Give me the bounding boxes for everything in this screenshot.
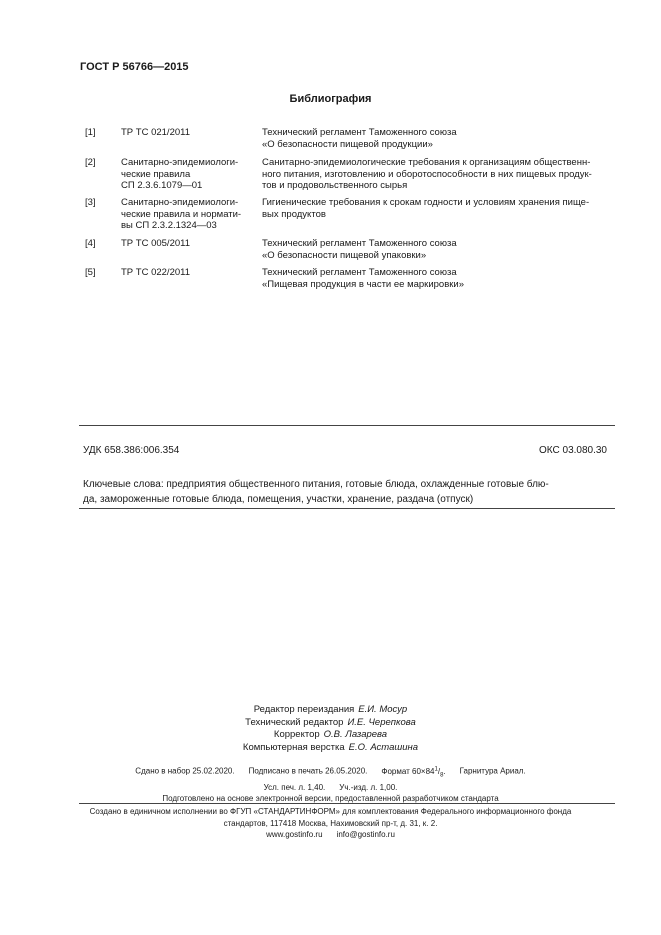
signed-date: Подписано в печать 26.05.2020.: [248, 766, 368, 776]
prepared-note: Подготовлено на основе электронной версии, предоставленной разработчиком стандарта: [162, 794, 499, 804]
description-line: Технический регламент Таможенного союза: [262, 127, 457, 138]
staff-line: [0, 729, 661, 742]
publisher-info: [0, 806, 661, 841]
staff-name: И.Е. Черепкова: [347, 716, 416, 728]
print-line-1: [0, 764, 661, 782]
oks-code: ОКС 03.080.30: [539, 445, 607, 456]
document-code: ГОСТ Р 56766—2015: [80, 61, 189, 73]
bibliography-item-number: [1]: [85, 127, 96, 138]
bibliography-item-reference: [121, 127, 255, 139]
format-prefix: Формат 60×84: [381, 766, 435, 776]
bibliography-item-reference: [121, 238, 255, 250]
bibliography-item-description: [262, 267, 614, 290]
description-line: «О безопасности пищевой упаковки»: [262, 249, 427, 261]
font-info: Гарнитура Ариал.: [459, 766, 526, 776]
keywords: [83, 477, 613, 507]
publisher-contacts: [0, 829, 661, 841]
bibliography-item-number: [2]: [85, 157, 96, 168]
staff-role: Компьютерная верстка: [242, 741, 345, 753]
bibliography-item-number: [3]: [85, 197, 96, 208]
divider-keywords: [79, 508, 615, 509]
staff-role: Технический редактор: [245, 716, 344, 728]
staff-line: [0, 742, 661, 755]
bibliography-item-reference: [121, 267, 255, 279]
reference-line: ТР ТС 005/2011: [121, 238, 191, 249]
reference-line: ческие правила: [121, 168, 191, 180]
divider-publisher: [79, 803, 615, 804]
description-line: Технический регламент Таможенного союза: [262, 267, 457, 278]
staff-role: Редактор переиздания: [253, 704, 355, 715]
reference-line: Санитарно-эпидемиологи-: [121, 157, 239, 168]
editorial-staff: [0, 704, 661, 754]
reference-line: ТР ТС 022/2011: [121, 267, 191, 278]
description-line: вых продуктов: [262, 208, 326, 220]
print-info: [0, 764, 661, 805]
format-denominator: 8: [440, 772, 444, 779]
reference-line: СП 2.3.6.1079—01: [121, 180, 203, 191]
staff-name: Е.О. Асташина: [348, 741, 419, 753]
email-link[interactable]: info@gostinfo.ru: [336, 830, 395, 839]
website-link[interactable]: www.gostinfo.ru: [266, 830, 323, 839]
keywords-line: да, замороженные готовые блюда, помещения, участки, хранение, раздача (отпуск): [83, 494, 474, 505]
format-numerator: 1: [434, 766, 438, 772]
staff-role: Корректор: [273, 729, 320, 740]
bibliography-item-description: [262, 157, 614, 192]
staff-line: [0, 704, 661, 717]
staff-line: [0, 717, 661, 730]
bibliography-title: Библиография: [289, 93, 372, 105]
description-line: Технический регламент Таможенного союза: [262, 238, 457, 249]
bibliography-item-reference: [121, 197, 255, 232]
keywords-line: Ключевые слова: предприятия общественного питания, готовые блюда, охлажденные готовые блю-: [83, 479, 549, 490]
reference-line: вы СП 2.3.2.1324—03: [121, 220, 217, 231]
publisher-line: стандартов, 117418 Москва, Нахимовский пр-т, д. 31, к. 2.: [223, 818, 438, 828]
description-line: «О безопасности пищевой продукции»: [262, 138, 433, 150]
description-line: Санитарно-эпидемиологические требования к организациям общественн-: [262, 157, 591, 168]
sent-date: Сдано в набор 25.02.2020.: [135, 766, 235, 776]
usl-sheets: Усл. печ. л. 1,40.: [263, 782, 326, 792]
bibliography-item-number: [4]: [85, 238, 96, 249]
divider-top: [79, 425, 615, 426]
bibliography-item-number: [5]: [85, 267, 96, 278]
format-suffix: .: [443, 766, 446, 776]
staff-name: О.В. Лазарева: [323, 729, 388, 740]
bibliography-item-description: [262, 238, 614, 261]
publisher-line: Создано в единичном исполнении во ФГУП «СТАНДАРТИНФОРМ» для комплектования Федерального информационного фонда: [89, 807, 572, 816]
udk-code: УДК 658.386:006.354: [83, 445, 180, 456]
description-line: «Пищевая продукция в части ее маркировки»: [262, 278, 464, 290]
print-line-2: [0, 782, 661, 794]
reference-line: Санитарно-эпидемиологи-: [121, 197, 239, 208]
staff-name: Е.И. Мосур: [358, 704, 408, 715]
bibliography-item-description: [262, 127, 614, 150]
reference-line: ческие правила и нормати-: [121, 208, 242, 220]
uch-sheets: Уч.-изд. л. 1,00.: [339, 782, 398, 792]
bibliography-item-reference: [121, 157, 255, 192]
description-line: ного питания, изготовлению и оборотоспособности в них пищевых продук-: [262, 168, 592, 180]
bibliography-item-description: [262, 197, 614, 220]
description-line: Гигиенические требования к срокам годности и условиям хранения пище-: [262, 197, 590, 208]
reference-line: ТР ТС 021/2011: [121, 127, 191, 138]
description-line: тов и продовольственного сырья: [262, 180, 408, 191]
print-format: Формат $60\times 84^1/_8$.: [381, 766, 446, 779]
